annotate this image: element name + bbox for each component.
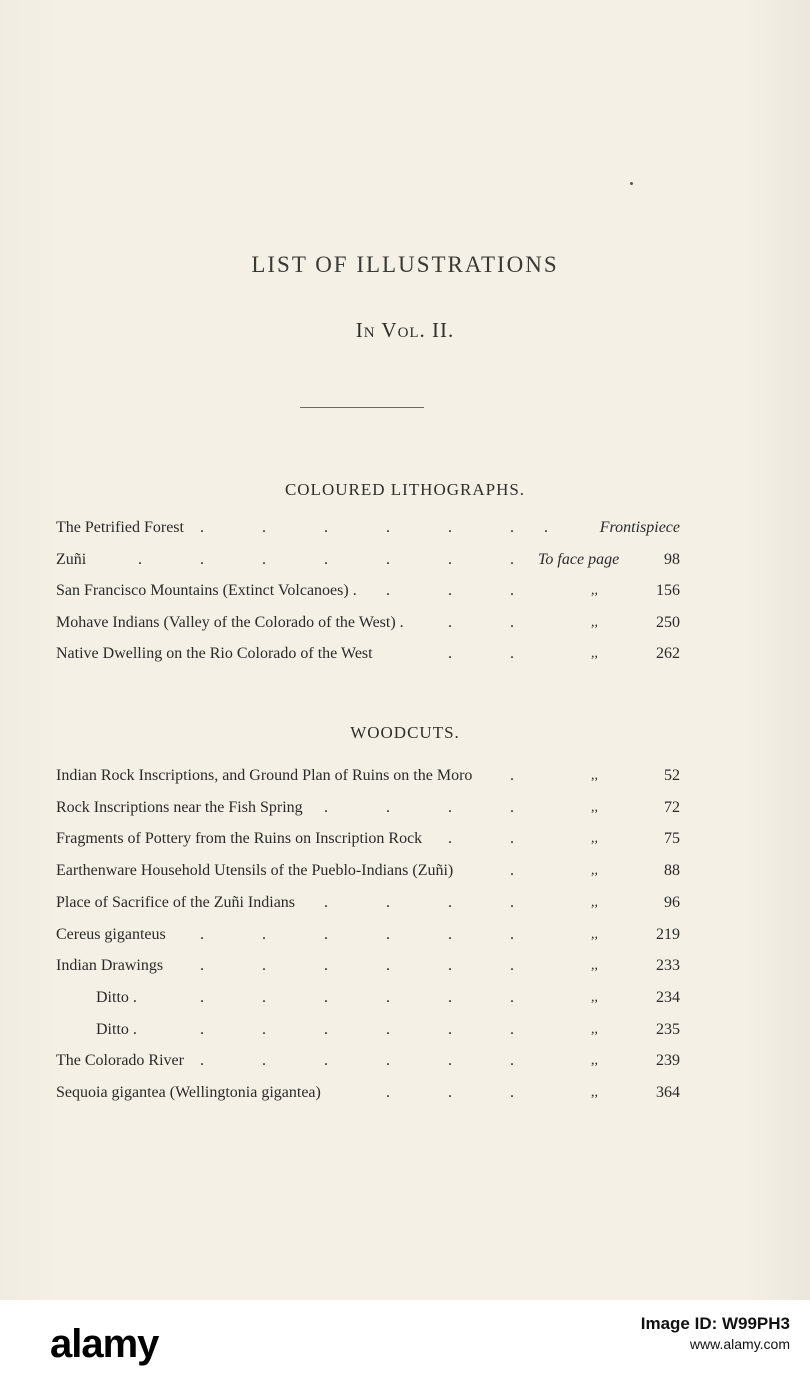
volume-subtitle: In Vol. II.: [355, 318, 455, 342]
item-page-number: 364: [656, 1084, 680, 1101]
item-page-number: 219: [656, 925, 680, 943]
item-title: The Petrified Forest: [56, 519, 184, 536]
leader-dot: .: [386, 519, 390, 536]
leader-dot: .: [510, 862, 514, 880]
leader-dot: .: [510, 1020, 514, 1038]
list-item: [56, 795, 680, 821]
leader-dot: .: [324, 550, 328, 568]
leader-dot: .: [448, 988, 452, 1006]
page-title: LIST OF ILLUSTRATIONS: [251, 252, 559, 277]
leader-dot: .: [386, 957, 390, 975]
leader-dot: .: [448, 613, 452, 631]
leader-dot: .: [510, 830, 514, 848]
leader-dot: .: [324, 1020, 328, 1038]
item-reference: ,,: [591, 831, 598, 847]
leader-dot: .: [510, 582, 514, 599]
leader-dot: .: [200, 519, 204, 536]
list-item: [56, 610, 680, 636]
item-page-number: 98: [664, 550, 680, 568]
leader-dot: .: [510, 957, 514, 975]
item-reference: ,,: [591, 614, 598, 630]
leader-dot: .: [448, 1084, 452, 1101]
item-title: Place of Sacrifice of the Zuñi Indians: [56, 893, 296, 911]
list-item: [56, 953, 680, 979]
leader-dot: .: [324, 798, 328, 816]
item-title: Zuñi: [56, 550, 87, 568]
leader-dot: .: [448, 830, 452, 848]
item-page-number: 96: [664, 893, 680, 911]
divider-rule: [300, 407, 424, 408]
leader-dot: .: [262, 988, 266, 1006]
leader-dot: .: [386, 1084, 390, 1101]
leader-dot: .: [262, 519, 266, 536]
ink-speck: [630, 182, 633, 185]
leader-dot: .: [386, 988, 390, 1006]
leader-dot: .: [324, 1052, 328, 1070]
item-page-number: 233: [656, 957, 680, 975]
item-page-number: 262: [656, 645, 680, 662]
list-item: [56, 515, 680, 541]
leader-dot: .: [510, 1084, 514, 1101]
leader-dot: .: [448, 798, 452, 816]
image-id-block: [641, 1314, 790, 1354]
list-item: [56, 1080, 680, 1106]
leader-dot: .: [386, 893, 390, 911]
leader-dot: .: [510, 767, 514, 784]
item-reference: ,,: [591, 1085, 598, 1100]
leader-dot: .: [448, 519, 452, 536]
list-item: [56, 858, 680, 884]
leader-dot: .: [510, 519, 514, 536]
item-reference: ,,: [591, 768, 598, 783]
item-title: Ditto .: [96, 1020, 137, 1038]
watermark-footer: [0, 1300, 810, 1390]
leader-dot: .: [138, 550, 142, 568]
leader-dot: .: [200, 957, 204, 975]
item-page-number: 52: [664, 767, 680, 784]
item-title: Sequoia gigantea (Wellingtonia gigantea): [56, 1084, 321, 1101]
leader-dot: .: [510, 925, 514, 943]
item-page-number: 72: [664, 798, 680, 816]
leader-dot: .: [324, 925, 328, 943]
leader-dot: .: [324, 519, 328, 536]
list-item: [56, 547, 680, 573]
item-page-number: 234: [656, 988, 680, 1006]
item-title: Mohave Indians (Valley of the Colorado of the West) .: [56, 613, 404, 631]
leader-dot: .: [510, 645, 514, 662]
item-reference: ,,: [591, 989, 598, 1005]
item-page-number: 239: [656, 1052, 680, 1070]
item-reference: ,,: [591, 799, 598, 815]
leader-dot: .: [200, 550, 204, 568]
item-title: Ditto .: [96, 988, 137, 1006]
item-title: Indian Rock Inscriptions, and Ground Plan of Ruins on the Moro: [56, 767, 473, 784]
leader-dot: .: [200, 925, 204, 943]
item-reference: ,,: [591, 894, 598, 910]
leader-dot: .: [510, 988, 514, 1006]
brand-logo: alamy: [50, 1322, 159, 1366]
list-item: [56, 985, 680, 1011]
section-heading-lithographs: COLOURED LITHOGRAPHS.: [284, 480, 526, 499]
leader-dot: .: [262, 1052, 266, 1070]
item-page-number: 156: [656, 582, 680, 599]
item-page-number: 75: [664, 830, 680, 848]
item-title: San Francisco Mountains (Extinct Volcanoes) .: [56, 582, 357, 599]
item-page-number: 250: [656, 613, 680, 631]
image-id-label: Image ID: W99PH3: [640, 1314, 790, 1333]
leader-dot: .: [386, 1020, 390, 1038]
leader-dot: .: [386, 582, 390, 599]
section-heading-woodcuts: WOODCUTS.: [350, 723, 460, 742]
item-title: Native Dwelling on the Rio Colorado of the West: [56, 645, 373, 662]
leader-dot: .: [386, 798, 390, 816]
item-reference: ,,: [591, 1021, 598, 1037]
item-reference: ,,: [591, 1053, 598, 1069]
item-page-number: Frontispiece: [599, 519, 680, 536]
leader-dot: .: [448, 925, 452, 943]
leader-dot: .: [262, 1020, 266, 1038]
leader-dot: .: [448, 893, 452, 911]
leader-dot: .: [448, 645, 452, 662]
item-title: Indian Drawings: [56, 957, 164, 975]
leader-dot: .: [262, 925, 266, 943]
leader-dot: .: [448, 957, 452, 975]
list-item: [56, 578, 680, 604]
item-title: Fragments of Pottery from the Ruins on Inscription Rock: [56, 830, 423, 848]
leader-dot: .: [262, 550, 266, 568]
leader-dot: .: [448, 550, 452, 568]
list-item: [56, 1048, 680, 1074]
item-reference: ,,: [591, 646, 598, 661]
leader-dot: .: [386, 550, 390, 568]
list-item: [56, 1017, 680, 1043]
site-url: www.alamy.com: [689, 1336, 790, 1352]
leader-dot: .: [510, 1052, 514, 1070]
item-title: Cereus giganteus: [56, 925, 166, 943]
leader-dot: .: [324, 957, 328, 975]
leader-dot: .: [386, 925, 390, 943]
leader-dot: .: [510, 798, 514, 816]
item-page-number: 88: [664, 862, 680, 880]
list-item: [56, 826, 680, 852]
leader-dot: .: [200, 1020, 204, 1038]
leader-dot: .: [510, 550, 514, 568]
item-reference: To face page: [538, 550, 620, 568]
leader-dot: .: [544, 519, 548, 536]
leader-dot: .: [448, 1052, 452, 1070]
leader-dot: .: [200, 1052, 204, 1070]
leader-dot: .: [324, 893, 328, 911]
leader-dot: .: [510, 893, 514, 911]
item-reference: ,,: [591, 863, 598, 879]
item-reference: ,,: [591, 958, 598, 974]
leader-dot: .: [510, 613, 514, 631]
list-item: [56, 890, 680, 916]
item-title: Earthenware Household Utensils of the Pueblo-Indians (Zuñi): [56, 862, 454, 880]
leader-dot: .: [448, 582, 452, 599]
leader-dot: .: [262, 957, 266, 975]
leader-dot: .: [200, 988, 204, 1006]
item-title: Rock Inscriptions near the Fish Spring: [56, 798, 303, 816]
leader-dot: .: [448, 1020, 452, 1038]
list-item: [56, 641, 680, 667]
item-title: The Colorado River: [56, 1052, 184, 1070]
list-item: [56, 763, 680, 789]
list-item: [56, 922, 680, 948]
item-page-number: 235: [656, 1020, 680, 1038]
item-reference: ,,: [591, 583, 598, 598]
item-reference: ,,: [591, 926, 598, 942]
leader-dot: .: [324, 988, 328, 1006]
leader-dot: .: [386, 1052, 390, 1070]
